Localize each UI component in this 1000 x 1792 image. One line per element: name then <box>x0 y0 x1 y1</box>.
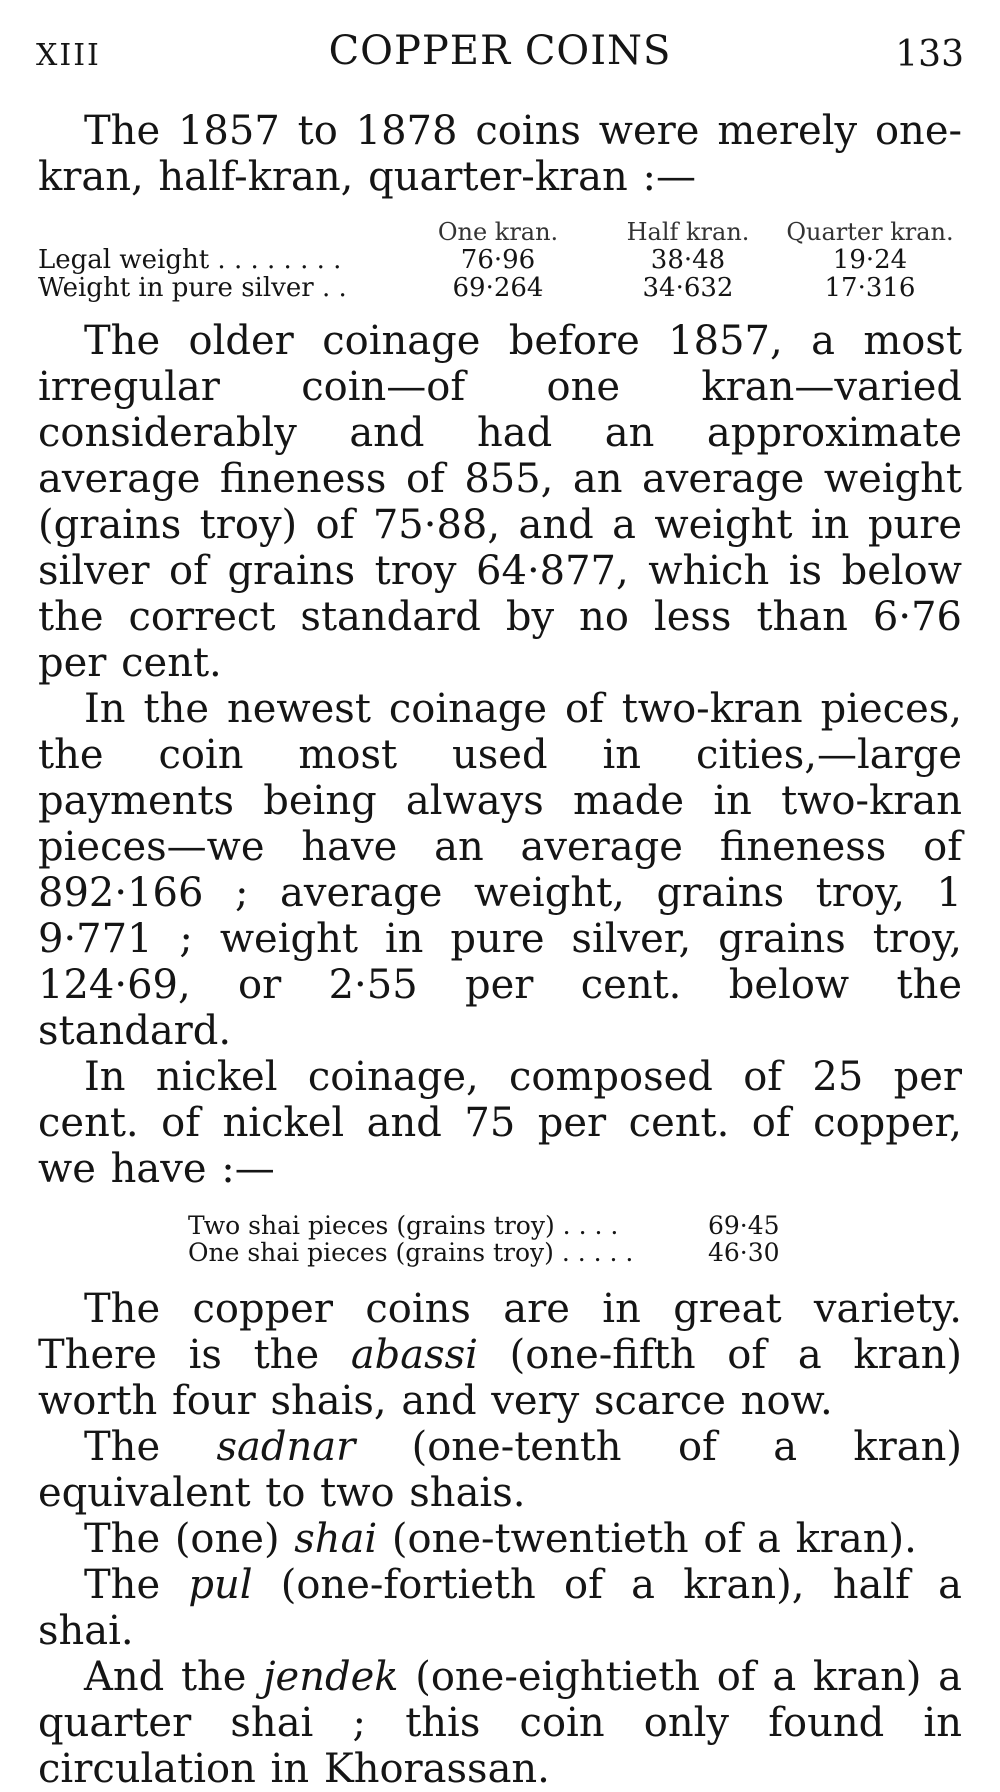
row-label: Legal weight . . . . . . . . <box>38 245 342 275</box>
table-cell: 17·316 <box>824 273 916 303</box>
column-header: Quarter kran. <box>786 218 954 246</box>
text-run: (one-tenth of a kran) equivalent to two shais. <box>38 1424 963 1516</box>
table-cell: 69·264 <box>452 273 544 303</box>
column-header: One kran. <box>437 218 559 246</box>
table-cell: 76·96 <box>460 245 536 275</box>
paragraph-nickel-coinage: In nickel coinage, composed of 25 per cent. of nickel and 75 per cent. of copper, we have :— <box>38 1054 962 1192</box>
text-run: (one-eightieth of a kran) a quarter shai ; this coin only found in circulation in Khorassan. <box>38 1654 962 1792</box>
coin-term-jendek: jendek <box>263 1654 399 1700</box>
paragraph-kran-coins: The 1857 to 1878 coins were merely one-kran, half-kran, quarter-kran :— <box>38 108 962 200</box>
running-title: COPPER COINS <box>328 28 672 74</box>
paragraph-older-coinage: The older coinage before 1857, a most irregular coin—of one kran—varied considerably and had an approximate average fineness of 855, an average weight (grains troy) of 75·88, and a weight in pure silver of grains troy 64·877, which is below the correct standard by no less than 6·76 per cent. <box>38 318 962 686</box>
table-row <box>188 1212 828 1239</box>
paragraph-sadnar <box>38 1424 962 1516</box>
paragraph-two-kran: In the newest coinage of two-kran pieces, the coin most used in cities,—large payments being always made in two-kran pieces—we have an average fineness of 892·166 ; average weight, grains troy, 1 9·771 ; weight in pure silver, grains troy, 124·69, or 2·55 per cent. below the standard. <box>38 686 962 1054</box>
text-run: The <box>84 1424 217 1470</box>
table-header-row <box>38 218 962 246</box>
table-cell: 19·24 <box>832 245 908 275</box>
kran-weight-table <box>38 218 962 302</box>
running-header <box>36 28 964 78</box>
paragraph-pul <box>38 1562 962 1654</box>
table-cell: 38·48 <box>650 245 726 275</box>
paragraph-shai <box>38 1516 962 1562</box>
coin-term-abassi: abassi <box>350 1332 478 1378</box>
table-cell: 34·632 <box>642 273 734 303</box>
nickel-weight-table <box>188 1212 828 1266</box>
page-number: 133 <box>895 34 964 75</box>
table-cell: 46·30 <box>708 1238 780 1267</box>
row-label: One shai pieces (grains troy) . . . . . <box>188 1238 634 1267</box>
page-body <box>38 108 962 1792</box>
coin-term-pul: pul <box>188 1562 253 1608</box>
text-run: The <box>84 1562 189 1608</box>
text-run: (one-fifth of a kran) worth four shais, and very scarce now. <box>38 1332 962 1424</box>
row-label: Weight in pure silver . . <box>38 273 347 303</box>
paragraph-copper-coins <box>38 1286 962 1424</box>
text-run: The (one) <box>84 1516 295 1562</box>
chapter-number: XIII <box>36 38 101 73</box>
text-run: And the <box>84 1654 264 1700</box>
table-row <box>38 274 962 302</box>
text-run: (one-fortieth of a kran), half a shai. <box>38 1562 962 1654</box>
coin-term-sadnar: sadnar <box>216 1424 356 1470</box>
table-corner <box>38 218 398 246</box>
paragraph-jendek <box>38 1654 962 1792</box>
column-header: Half kran. <box>626 218 750 246</box>
table-row <box>38 246 962 274</box>
table-row <box>188 1239 828 1266</box>
text-run: (one-twentieth of a kran). <box>377 1516 917 1562</box>
row-label: Two shai pieces (grains troy) . . . . <box>188 1211 619 1240</box>
text-run: The copper coins are in great variety. There is the <box>38 1286 962 1378</box>
coin-term-shai: shai <box>294 1516 378 1562</box>
table-cell: 69·45 <box>708 1211 780 1240</box>
